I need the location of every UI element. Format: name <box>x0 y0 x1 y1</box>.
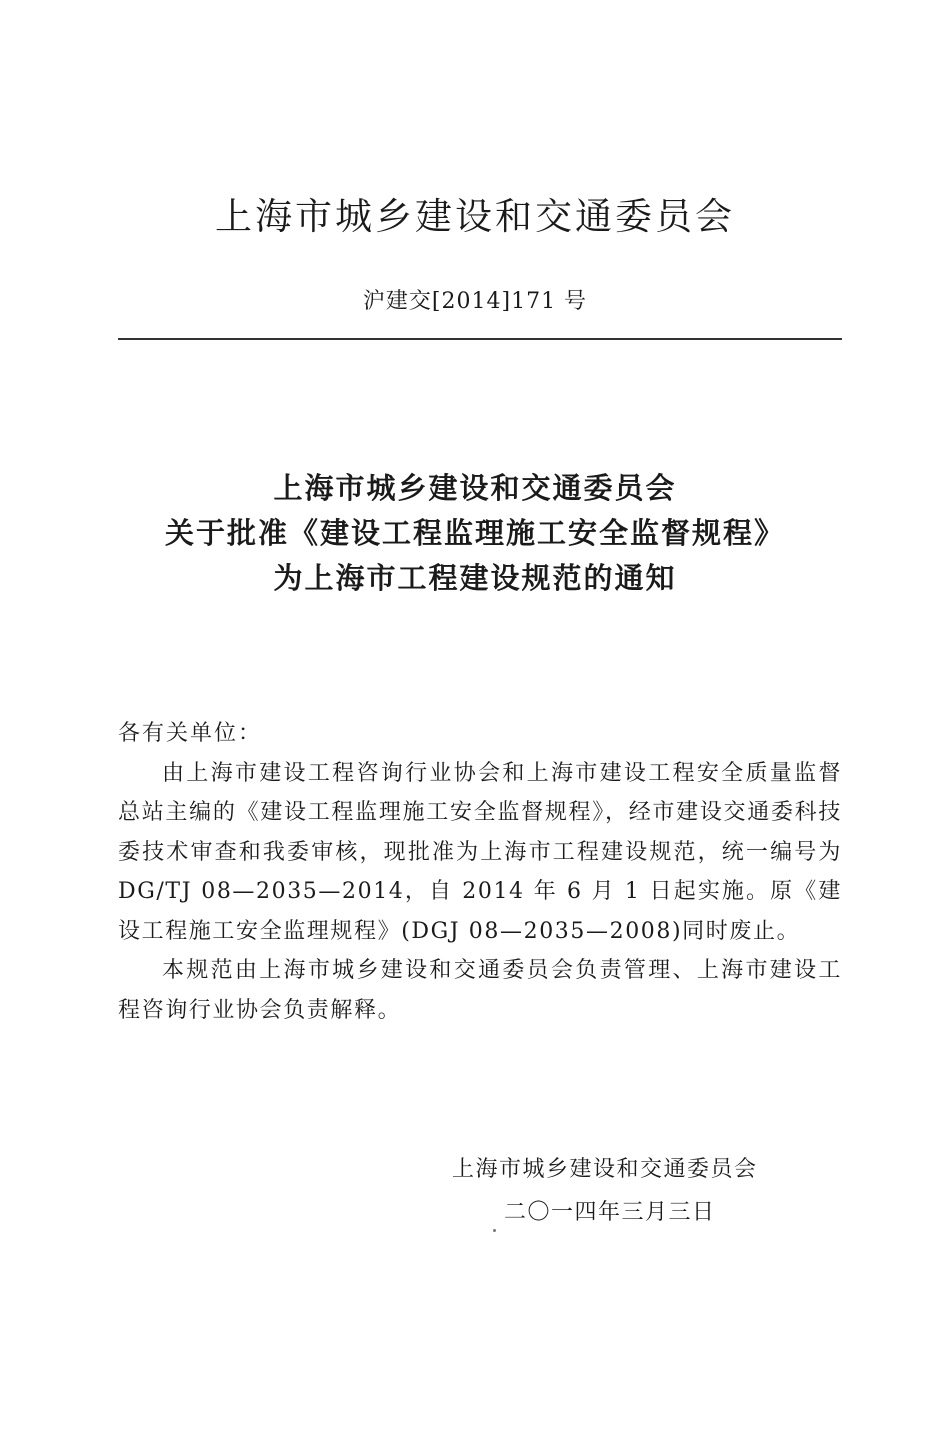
signature-organization: 上海市城乡建设和交通委员会 <box>452 1157 758 1182</box>
salutation: 各有关单位： <box>118 721 263 746</box>
body-paragraph-2: 本规范由上海市城乡建设和交通委员会负责管理、上海市建设工程咨询行业协会负责解释。 <box>118 958 842 1023</box>
body-paragraph-1: 由上海市建设工程咨询行业协会和上海市建设工程安全质量监督总站主编的《建设工程监理施工安全监督规程》，经市建设交通委科技委技术审查和我委审核，现批准为上海市工程建设规范，统一编号为 DG/TJ 08—2035—2014，自 2014 年 6 月 1 日起实施。原《建设工程施工安全监理规程》(DGJ 08—2035—2008)同时废止。 <box>118 760 842 944</box>
title-line-2: 关于批准《建设工程监理施工安全监督规程》 <box>164 516 785 550</box>
notice-body <box>118 714 842 1030</box>
title-line-1: 上海市城乡建设和交通委员会 <box>273 471 677 505</box>
signature-date: 二〇一四年三月三日 <box>504 1200 716 1225</box>
document-number: 沪建交[2014]171 号 <box>362 289 588 314</box>
scan-speck <box>493 1229 496 1232</box>
notice-title <box>0 466 950 601</box>
issuer-header: 上海市城乡建设和交通委员会 <box>215 195 735 238</box>
header-divider <box>118 338 842 340</box>
title-line-3: 为上海市工程建设规范的通知 <box>273 561 677 595</box>
